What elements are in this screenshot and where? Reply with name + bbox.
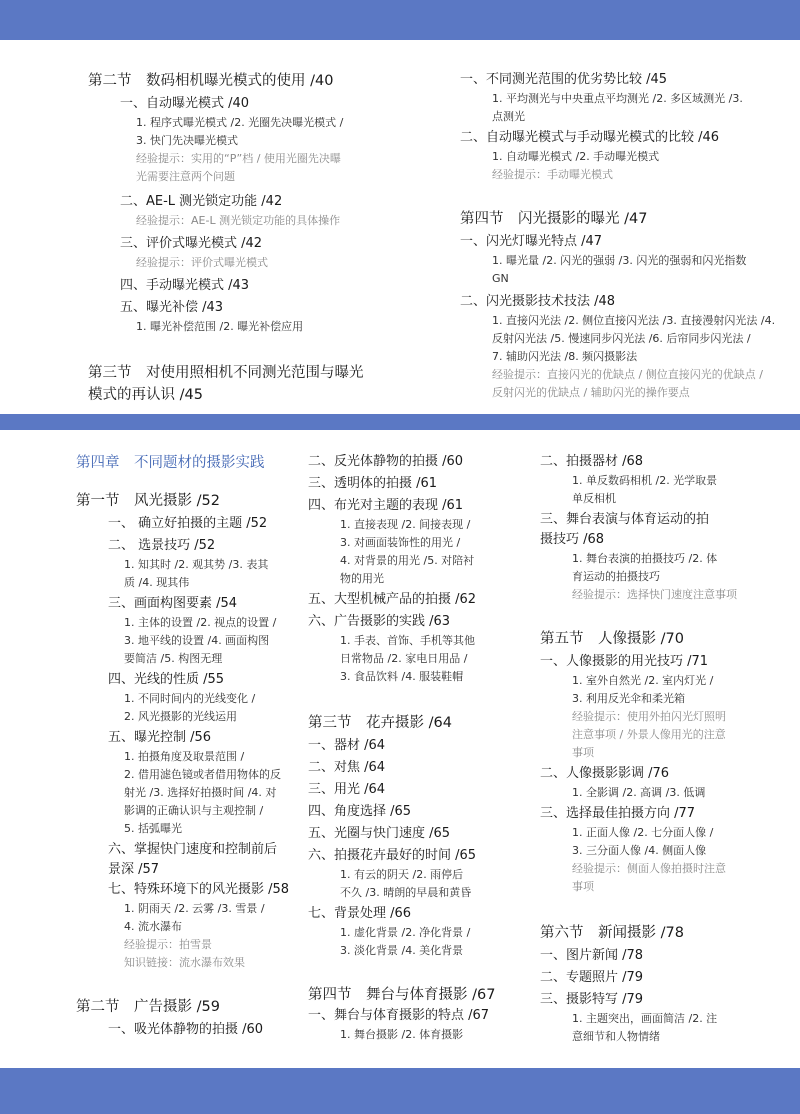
subsection-entry: 六、拍摄花卉最好的时间 /65 <box>308 848 477 863</box>
item-detail: 1. 直接闪光法 /2. 侧位直接闪光法 /3. 直接漫射闪光法 /4. <box>492 314 776 327</box>
subsection-entry: 一、不同测光范围的优劣势比较 /45 <box>460 72 668 87</box>
tip-note: 知识链接：流水瀑布效果 <box>124 956 245 969</box>
subsection-entry: 五、大型机械产品的拍摄 /62 <box>308 592 477 607</box>
subsection-entry: 一、吸光体静物的拍摄 /60 <box>108 1022 264 1037</box>
subsection-entry: 六、掌握快门速度和控制前后 <box>108 842 278 857</box>
item-detail: 3. 快门先决曝光模式 <box>136 134 238 147</box>
subsection-entry: 四、角度选择 /65 <box>308 804 412 819</box>
toc-column-top-right <box>460 70 790 402</box>
subsection-entry: 一、人像摄影的用光技巧 /71 <box>540 654 709 669</box>
item-detail: 1. 主体的设置 /2. 视点的设置 / <box>124 616 277 629</box>
item-detail: 2. 借用滤色镜或者借用物体的反 <box>124 768 281 781</box>
tip-note: 经验提示：侧面人像拍摄时注意 <box>572 862 726 875</box>
item-detail: 要简洁 /5. 构图无理 <box>124 652 223 665</box>
item-detail: 1. 主题突出，画面简洁 /2. 注 <box>572 1012 718 1025</box>
subsection-entry: 三、评价式曝光模式 /42 <box>120 236 263 251</box>
item-detail: 1. 单反数码相机 /2. 光学取景 <box>572 474 718 487</box>
item-detail: 射光 /3. 选择好拍摄时间 /4. 对 <box>124 786 277 799</box>
item-detail: 点测光 <box>492 110 525 123</box>
item-detail: 1. 曝光补偿范围 /2. 曝光补偿应用 <box>136 320 304 333</box>
chapter-heading: 第四章 不同题材的摄影实践 <box>76 455 265 471</box>
subsection-entry: 三、摄影特写 /79 <box>540 992 644 1007</box>
toc-column-top-left <box>88 70 388 406</box>
subsection-entry: 七、特殊环境下的风光摄影 /58 <box>108 882 290 897</box>
section-heading: 第三节 对使用照相机不同测光范围与曝光 <box>88 365 364 381</box>
section-heading: 第二节 广告摄影 /59 <box>76 999 220 1015</box>
section-heading: 第三节 花卉摄影 /64 <box>308 715 452 731</box>
item-detail: GN <box>492 272 509 285</box>
item-detail: 质 /4. 现其伟 <box>124 576 190 589</box>
item-detail: 1. 舞台摄影 /2. 体育摄影 <box>340 1028 464 1041</box>
subsection-entry: 二、拍摄器材 /68 <box>540 454 644 469</box>
item-detail: 3. 三分面人像 /4. 侧面人像 <box>572 844 707 857</box>
subsection-entry: 三、画面构图要素 /54 <box>108 596 238 611</box>
top-decorative-band <box>0 0 800 40</box>
item-detail: 育运动的拍摄技巧 <box>572 570 660 583</box>
item-detail: 1. 拍摄角度及取景范围 / <box>124 750 245 763</box>
subsection-entry: 三、舞台表演与体育运动的拍 <box>540 512 710 527</box>
subsection-entry: 一、闪光灯曝光特点 /47 <box>460 234 603 249</box>
tip-note: 经验提示：AE-L 测光锁定功能的具体操作 <box>136 214 341 227</box>
subsection-entry: 二、自动曝光模式与手动曝光模式的比较 /46 <box>460 130 720 145</box>
section-heading: 第四节 舞台与体育摄影 /67 <box>308 987 496 1003</box>
tip-note: 事项 <box>572 880 594 893</box>
tip-note: 经验提示：拍雪景 <box>124 938 212 951</box>
toc-column-bottom-2 <box>308 452 518 1044</box>
item-detail: 1. 舞台表演的拍摄技巧 /2. 体 <box>572 552 718 565</box>
subsection-entry: 一、图片新闻 /78 <box>540 948 644 963</box>
subsection-entry: 二、闪光摄影技术技法 /48 <box>460 294 616 309</box>
item-detail: 4. 对背景的用光 /5. 对陪衬 <box>340 554 475 567</box>
item-detail: 1. 正面人像 /2. 七分面人像 / <box>572 826 714 839</box>
item-detail: 1. 曝光量 /2. 闪光的强弱 /3. 闪光的强弱和闪光指数 <box>492 254 747 267</box>
tip-note: 经验提示：实用的“P”档 / 使用光圈先决曝 <box>136 152 341 165</box>
item-detail: 4. 流水瀑布 <box>124 920 182 933</box>
section-heading: 第一节 风光摄影 /52 <box>76 493 220 509</box>
section-heading: 第四节 闪光摄影的曝光 /47 <box>460 211 648 227</box>
section-heading: 第五节 人像摄影 /70 <box>540 631 684 647</box>
item-detail: 2. 风光摄影的光线运用 <box>124 710 237 723</box>
item-detail: 7. 辅助闪光法 /8. 频闪摄影法 <box>492 350 638 363</box>
tip-note: 经验提示：评价式曝光模式 <box>136 256 268 269</box>
toc-column-bottom-3 <box>540 452 770 1046</box>
item-detail: 1. 有云的阴天 /2. 雨停后 <box>340 868 464 881</box>
item-detail: 1. 不同时间内的光线变化 / <box>124 692 256 705</box>
subsection-entry: 二、AE-L 测光锁定功能 /42 <box>120 194 283 209</box>
tip-note: 经验提示：使用外拍闪光灯照明 <box>572 710 726 723</box>
item-detail: 日常物品 /2. 家电日用品 / <box>340 652 468 665</box>
subsection-entry: 一、舞台与体育摄影的特点 /67 <box>308 1008 490 1023</box>
subsection-entry: 四、光线的性质 /55 <box>108 672 225 687</box>
subsection-entry: 四、手动曝光模式 /43 <box>120 278 250 293</box>
section-heading: 模式的再认识 /45 <box>88 387 203 403</box>
item-detail: 不久 /3. 晴朗的早晨和黄昏 <box>340 886 472 899</box>
subsection-entry: 二、专题照片 /79 <box>540 970 644 985</box>
item-detail: 物的用光 <box>340 572 384 585</box>
item-detail: 单反相机 <box>572 492 616 505</box>
section-heading: 第二节 数码相机曝光模式的使用 /40 <box>88 73 334 89</box>
subsection-entry: 三、选择最佳拍摄方向 /77 <box>540 806 696 821</box>
item-detail: 3. 淡化背景 /4. 美化背景 <box>340 944 464 957</box>
item-detail: 1. 室外自然光 /2. 室内灯光 / <box>572 674 714 687</box>
subsection-entry: 二、对焦 /64 <box>308 760 386 775</box>
item-detail: 意细节和人物情绪 <box>572 1030 660 1043</box>
subsection-entry: 景深 /57 <box>108 862 160 877</box>
subsection-entry: 五、光圈与快门速度 /65 <box>308 826 451 841</box>
item-detail: 1. 平均测光与中央重点平均测光 /2. 多区域测光 /3. <box>492 92 743 105</box>
subsection-entry: 一、器材 /64 <box>308 738 386 753</box>
tip-note: 经验提示：手动曝光模式 <box>492 168 613 181</box>
subsection-entry: 五、曝光控制 /56 <box>108 730 212 745</box>
bottom-decorative-band <box>0 1068 800 1114</box>
subsection-entry: 六、广告摄影的实践 /63 <box>308 614 451 629</box>
tip-note: 反射闪光的优缺点 / 辅助闪光的操作要点 <box>492 386 690 399</box>
item-detail: 3. 地平线的设置 /4. 画面构图 <box>124 634 270 647</box>
item-detail: 3. 利用反光伞和柔光箱 <box>572 692 685 705</box>
item-detail: 3. 食品饮料 /4. 服装鞋帽 <box>340 670 464 683</box>
tip-note: 事项 <box>572 746 594 759</box>
item-detail: 1. 知其时 /2. 观其势 /3. 表其 <box>124 558 269 571</box>
subsection-entry: 四、布光对主题的表现 /61 <box>308 498 464 513</box>
subsection-entry: 二、人像摄影影调 /76 <box>540 766 670 781</box>
subsection-entry: 一、自动曝光模式 /40 <box>120 96 250 111</box>
subsection-entry: 七、背景处理 /66 <box>308 906 412 921</box>
page-divider-band <box>0 414 800 430</box>
tip-note: 注意事项 / 外景人像用光的注意 <box>572 728 726 741</box>
subsection-entry: 一、 确立好拍摄的主题 /52 <box>108 516 268 531</box>
item-detail: 3. 对画面装饰性的用光 / <box>340 536 461 549</box>
tip-note: 经验提示：直接闪光的优缺点 / 侧位直接闪光的优缺点 / <box>492 368 763 381</box>
item-detail: 1. 全影调 /2. 高调 /3. 低调 <box>572 786 706 799</box>
subsection-entry: 二、 选景技巧 /52 <box>108 538 216 553</box>
toc-column-bottom-1 <box>76 452 296 1040</box>
subsection-entry: 三、透明体的拍摄 /61 <box>308 476 438 491</box>
item-detail: 1. 程序式曝光模式 /2. 光圈先决曝光模式 / <box>136 116 344 129</box>
item-detail: 5. 括弧曝光 <box>124 822 182 835</box>
tip-note: 光需要注意两个问题 <box>136 170 235 183</box>
section-heading: 第六节 新闻摄影 /78 <box>540 925 684 941</box>
item-detail: 1. 手表、首饰、手机等其他 <box>340 634 475 647</box>
subsection-entry: 三、用光 /64 <box>308 782 386 797</box>
tip-note: 经验提示：选择快门速度注意事项 <box>572 588 737 601</box>
subsection-entry: 摄技巧 /68 <box>540 532 605 547</box>
subsection-entry: 二、反光体静物的拍摄 /60 <box>308 454 464 469</box>
subsection-entry: 五、曝光补偿 /43 <box>120 300 224 315</box>
item-detail: 1. 自动曝光模式 /2. 手动曝光模式 <box>492 150 660 163</box>
item-detail: 1. 直接表现 /2. 间接表现 / <box>340 518 471 531</box>
item-detail: 影调的正确认识与主观控制 / <box>124 804 264 817</box>
item-detail: 1. 虚化背景 /2. 净化背景 / <box>340 926 471 939</box>
item-detail: 1. 阴雨天 /2. 云雾 /3. 雪景 / <box>124 902 265 915</box>
item-detail: 反射闪光法 /5. 慢速同步闪光法 /6. 后帘同步闪光法 / <box>492 332 751 345</box>
